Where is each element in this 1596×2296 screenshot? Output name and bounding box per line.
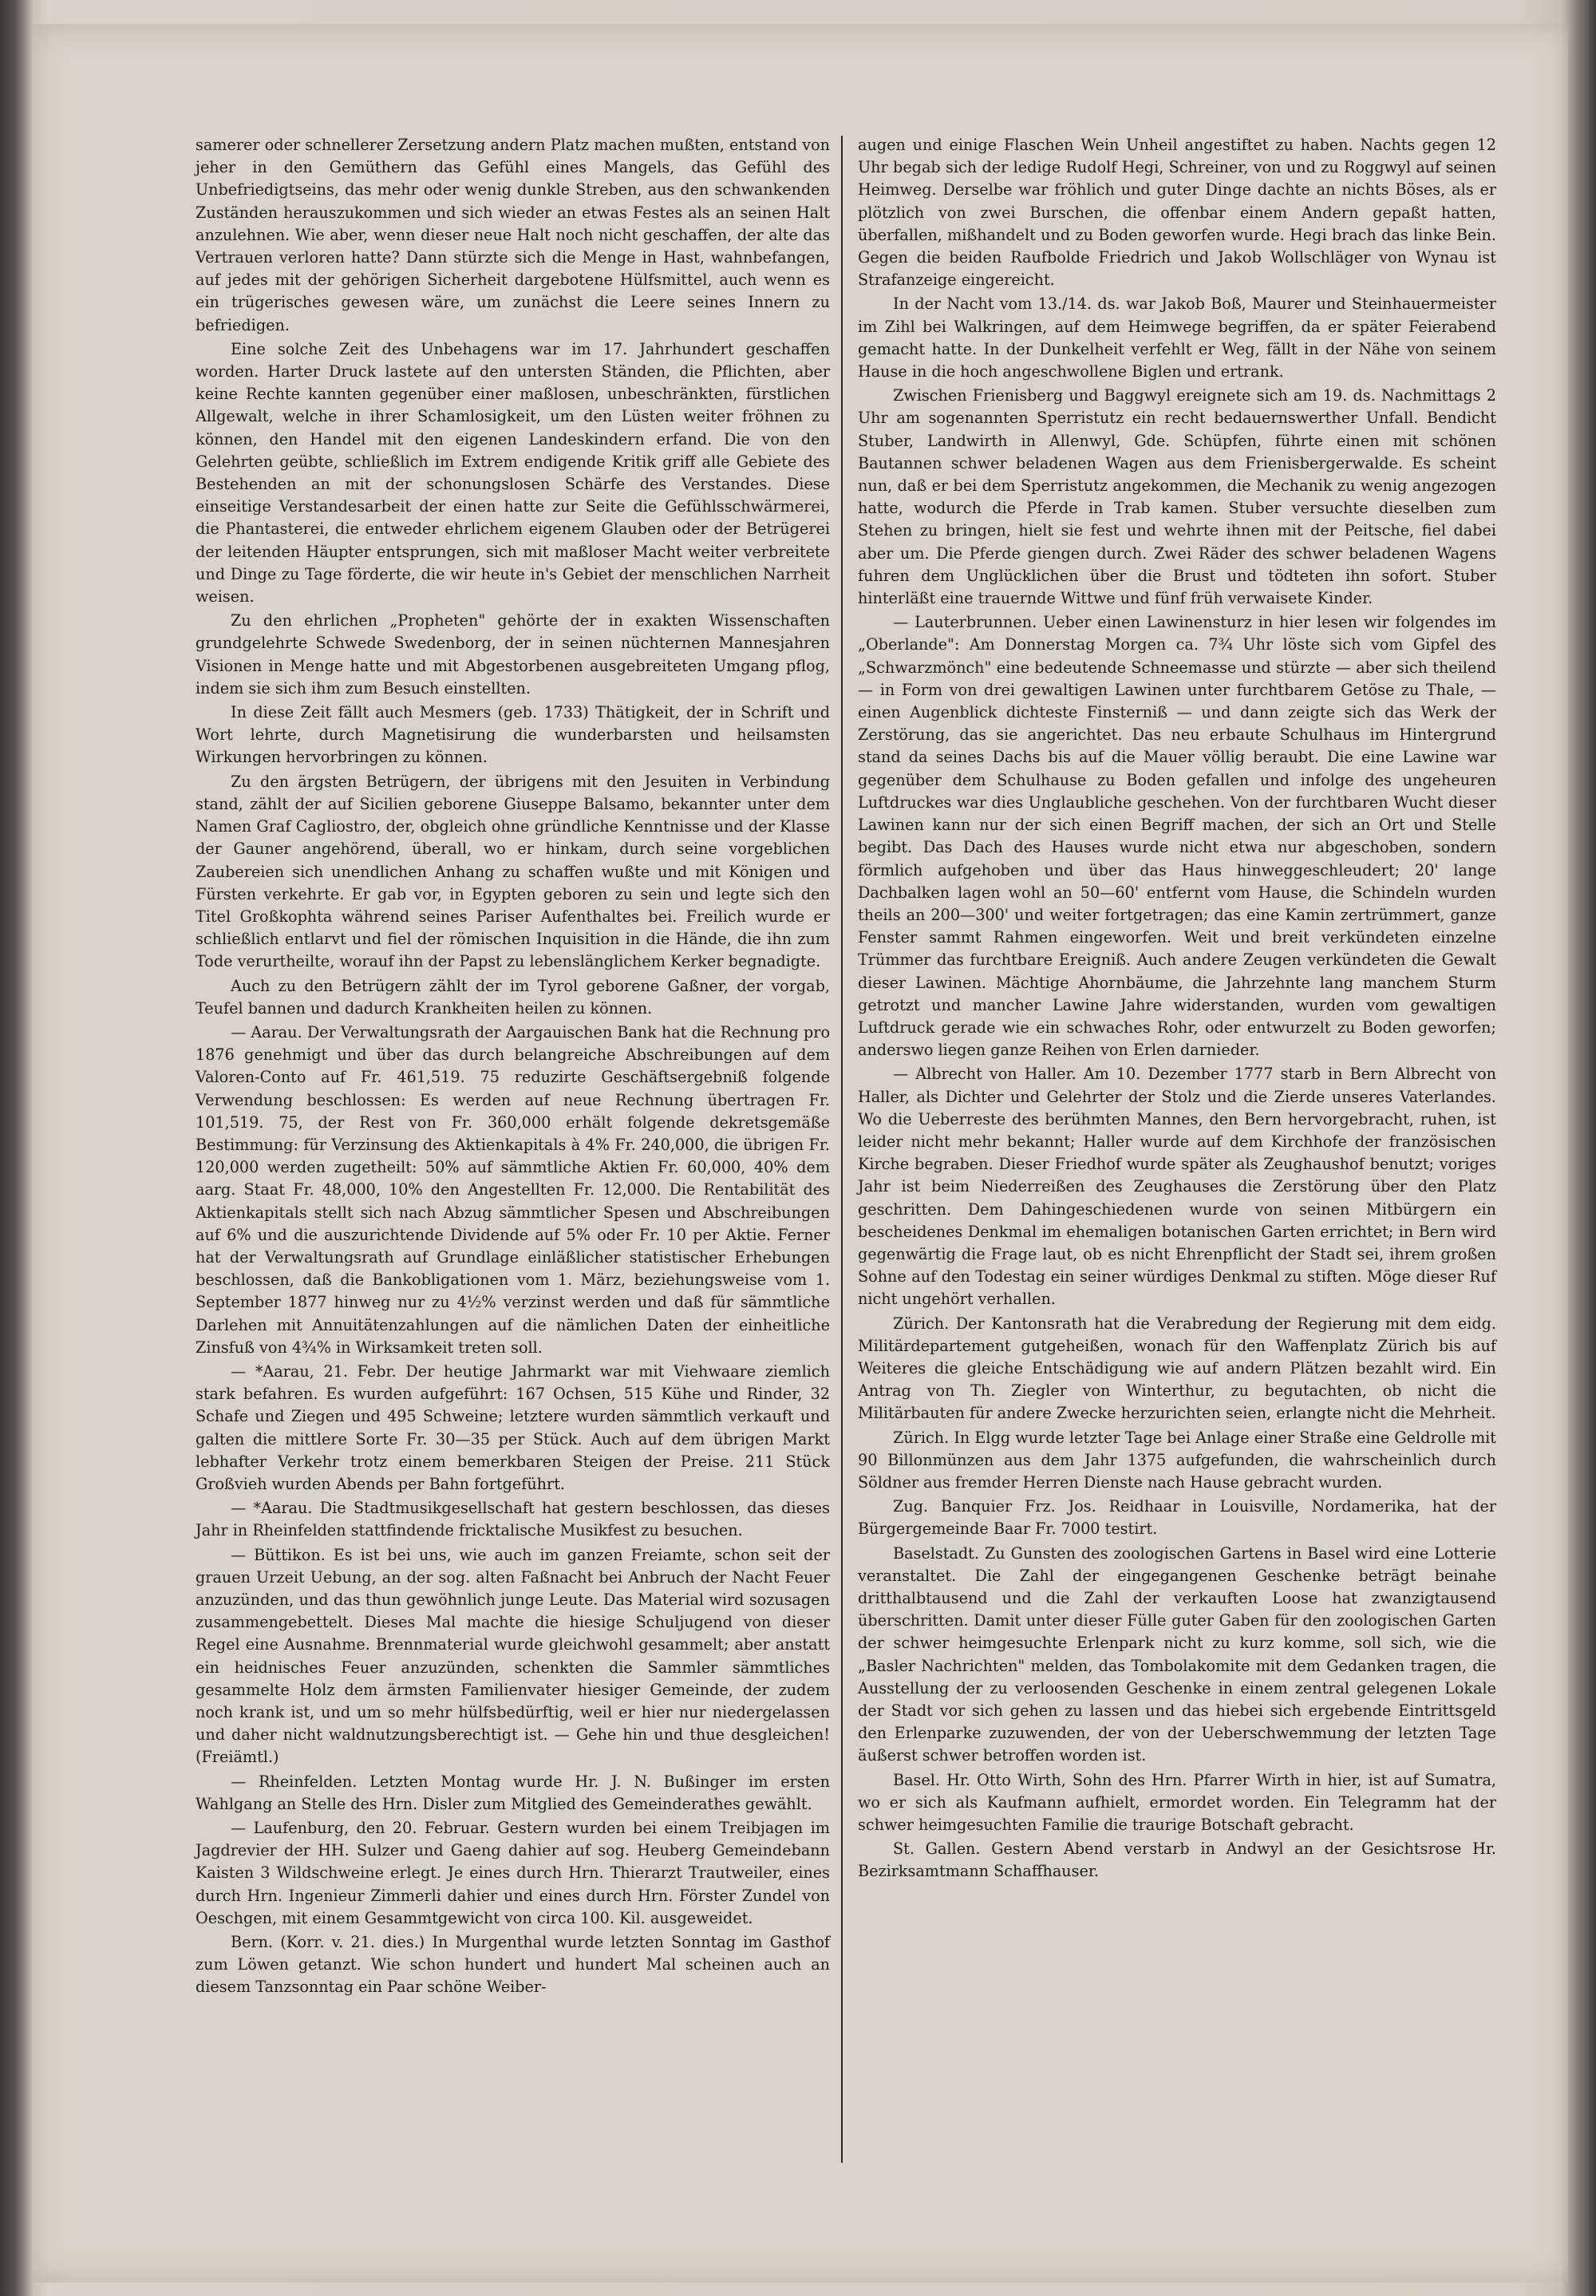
right-column-paragraph: augen und einige Flaschen Wein Unheil angestiftet zu haben. Nachts gegen 12 Uhr begab sich der ledige Rudolf Hegi, Schreiner, von und zu Roggwyl auf seinen Heimweg. Derselbe war fröhlich und guter Dinge dachte an nichts Böses, als er plötzlich von zwei Burschen, die offenbar einem Andern gepaßt hatten, überfallen, mißhandelt und zu Boden geworfen wurde. Hegi brach das linke Bein. Gegen die beiden Raufbolde Friedrich und Jakob Wollschläger von Wynau ist Strafanzeige eingereicht. (858, 136, 1496, 290)
right-column (858, 134, 1496, 1883)
right-column-paragraph: Zürich. In Elgg wurde letzter Tage bei Anlage einer Straße eine Geldrolle mit 90 Billonmünzen aus dem Jahr 1375 aufgefunden, die wahrscheinlich durch Söldner aus fremder Herren Dienste nach Hause gebracht wurden. (858, 1428, 1496, 1492)
left-column-paragraph: — *Aarau, 21. Febr. Der heutige Jahrmarkt war mit Viehwaare ziemlich stark befahren. Es wurden aufgeführt: 167 Ochsen, 515 Kühe und Rinder, 32 Schafe und Ziegen und 495 Schweine; letztere wurden sämmtlich verkauft und galten die mittlere Sorte Fr. 30—35 per Stück. Auch auf dem übrigen Markt lebhafter Verkehr trotz einem bemerkbaren Steigen der Preise. 211 Stück Großvieh wurden Abends per Bahn fortgeführt. (196, 1361, 830, 1493)
column-divider (841, 136, 843, 2163)
left-column-paragraph: — Rheinfelden. Letzten Montag wurde Hr. J. N. Bußinger im ersten Wahlgang an Stelle des Hrn. Disler zum Mitglied des Gemeinderathes gewählt. (196, 1772, 830, 1813)
left-column-paragraph: Eine solche Zeit des Unbehagens war im 17. Jahrhundert geschaffen worden. Harter Druck lastete auf den untersten Ständen, die Pflichten, aber keine Rechte kannten gegenüber einer maßlosen, unbeschränkten, fürstlichen Allgewalt, welche in ihrer Schamlosigkeit, um den Lüsten weiter fröhnen zu können, den Handel mit den eigenen Landeskindern erfand. Die von den Gelehrten geübte, schließlich im Extrem endigende Kritik griff alle Gebiete des Bestehenden an mit der schonungslosen Schärfe des Verstandes. Diese einseitige Verstandesarbeit der einen hatte zur Seite die Gefühlsschwärmerei, die Phantasterei, die entweder ehrlichem eigenem Glauben oder der Betrügerei der leitenden Häupter entsprungen, sich mit maßloser Macht weiter verbreitete und Dinge zu Tage förderte, die wir heute in's Gebiet der menschlichen Narrheit weisen. (196, 339, 830, 607)
left-column (196, 134, 830, 1999)
left-column-paragraph: In diese Zeit fällt auch Mesmers (geb. 1733) Thätigkeit, der in Schrift und Wort lehrte, durch Magnetisirung die wunderbarsten und heilsamsten Wirkungen hervorbringen zu können. (196, 703, 830, 767)
right-column-paragraph: St. Gallen. Gestern Abend verstarb in Andwyl an der Gesichtsrose Hr. Bezirksamtmann Schaffhauser. (858, 1840, 1496, 1881)
right-column-paragraph: Zug. Banquier Frz. Jos. Reidhaar in Louisville, Nordamerika, hat der Bürgergemeinde Baar Fr. 7000 testirt. (858, 1497, 1496, 1539)
left-column-paragraph: Zu den ehrlichen „Propheten" gehörte der in exakten Wissenschaften grundgelehrte Schwede Swedenborg, der in seinen nüchternen Mannesjahren Visionen in Menge hatte und mit Abgestorbenen ausgebreiteten Umgang pflog, indem sie sich ihm zum Besuch einstellten. (196, 611, 830, 697)
left-column-paragraph: — *Aarau. Die Stadtmusikgesellschaft hat gestern beschlossen, das dieses Jahr in Rheinfelden stattfindende fricktalische Musikfest zu besuchen. (196, 1499, 830, 1540)
right-column-paragraph: Baselstadt. Zu Gunsten des zoologischen Gartens in Basel wird eine Lotterie veranstaltet. Die Zahl der eingegangenen Geschenke beträgt beinahe dritthalbtausend und die Zahl der verkauften Loose hat zwanzigtausend überschritten. Damit unter dieser Fülle guter Gaben für den zoologischen Garten der schwer heimgesuchte Erlenpark nicht zu kurz komme, soll sich, wie die „Basler Nachrichten" melden, das Tombolakomite mit dem Gedanken tragen, die Ausstellung der zu verloosenden Geschenke in einem zentral gelegenen Lokale der Stadt vor sich gehen zu lassen und das hiebei sich ergebende Eintrittsgeld den Erlenparke zuzuwenden, der von der Ueberschwemmung der letzten Tage äußerst schwer betroffen worden ist. (858, 1543, 1496, 1765)
right-column-paragraph: — Albrecht von Haller. Am 10. Dezember 1777 starb in Bern Albrecht von Haller, als Dichter und Gelehrter der Stolz und die Zierde unseres Vaterlandes. Wo die Ueberreste des berühmten Mannes, den Bern hervorgebracht, ruhen, ist leider nicht mehr bekannt; Haller wurde auf dem Kirchhofe der französischen Kirche begraben. Dieser Friedhof wurde später als Zeughaushof benutzt; voriges Jahr ist beim Niederreißen des Zeughauses die Zerstörung über den Platz geschritten. Dem Dahingeschiedenen wurde von seinen Mitbürgern ein bescheidenes Denkmal im ehemaligen botanischen Garten errichtet; in Bern wird gegenwärtig die Frage laut, ob es nicht Ehrenpflicht der Stadt sei, ihrem großen Sohne auf den Todestag ein seiner würdiges Denkmal zu stiften. Möge dieser Ruf nicht ungehört verhallen. (858, 1065, 1496, 1309)
page-edge-shadow (1560, 0, 1596, 2296)
right-column-paragraph: Basel. Hr. Otto Wirth, Sohn des Hrn. Pfarrer Wirth in hier, ist auf Sumatra, wo er sich als Kaufmann aufhielt, ermordet worden. Ein Telegramm hat der schwer heimgesuchten Familie die traurige Botschaft gebracht. (858, 1770, 1496, 1835)
right-column-paragraph: — Lauterbrunnen. Ueber einen Lawinensturz in hier lesen wir folgendes im „Oberlande": Am Donnerstag Morgen ca. 7¾ Uhr löste sich vom Gipfel des „Schwarzmönch" eine bedeutende Schneemasse und stürzte — aber sich theilend — in Form von drei gewaltigen Lawinen unter furchtbarem Getöse zu Thale, — einen Augenblick dichteste Finsterniß — und dann zeigte sich das Werk der Zerstörung, das sie angerichtet. Das neu erbaute Schulhaus im Hintergrund stand da seines Dachs bis auf die Mauer völlig beraubt. Die eine Lawine war gegenüber dem Schulhause zu Boden gefallen und infolge des ungeheuren Luftdruckes war dies Unglaubliche geschehen. Von der furchtbaren Wucht dieser Lawinen kann nur der sich einen Begriff machen, der sich an Ort und Stelle begibt. Das Dach des Hauses wurde nicht etwa nur abgeschoben, sondern förmlich aufgehoben und über das Haus hinweggeschleudert; 20' lange Dachbalken lagen wohl an 50—60' entfernt vom Hause, die Schindeln wurden theils an 200—300' und weiter fortgetragen; das eine Kamin zertrümmert, ganze Fenster sammt Rahmen eingeworfen. Weit und breit verkündeten einzelne Trümmer das furchtbare Ereigniß. Auch andere Zeugen verkündeten die Gewalt dieser Lawinen. Mächtige Ahornbäume, die Jahrzehnte lang manchem Sturm getrotzt und mancher Lawine Jahre widerstanden, wurden vom gewaltigen Luftdruck gerade wie ein schwaches Rohr, oder entwurzelt zu Boden geworfen; anderswo liegen ganze Reihen von Erlen darnieder. (858, 613, 1496, 1060)
left-column-paragraph: Bern. (Korr. v. 21. dies.) In Murgenthal wurde letzten Sonntag im Gasthof zum Löwen getanzt. Wie schon hundert und hundert Mal scheinen auch an diesem Tanzsonntag ein Paar schöne Weiber- (196, 1933, 830, 1997)
right-column-paragraph: In der Nacht vom 13./14. ds. war Jakob Boß, Maurer und Steinhauermeister im Zihl bei Walkringen, auf dem Heimwege begriffen, da er später Feierabend gemacht hatte. In der Dunkelheit verfehlt er Weg, fällt in der Nähe von seinem Hause in die hoch angeschwollene Biglen und ertrank. (858, 294, 1496, 381)
left-column-paragraph: Zu den ärgsten Betrügern, der übrigens mit den Jesuiten in Verbindung stand, zählt der auf Sicilien geborene Giuseppe Balsamo, bekannter unter dem Namen Graf Cagliostro, der, obgleich ohne gründliche Kenntnisse und der Klasse der Gauner angehörend, überall, wo er hinkam, durch seine vorgeblichen Zaubereien sich unendlichen Anhang zu schaffen wußte und mit Königen und Fürsten verkehrte. Er gab vor, in Egypten geboren zu sein und legte sich den Titel Großkophta während seines Pariser Aufenthaltes bei. Freilich wurde er schließlich entlarvt und fiel der römischen Inquisition in die Hände, die ihn zum Tode verurtheilte, worauf ihn der Papst zu lebenslänglichem Kerker begnadigte. (196, 772, 830, 971)
left-column-paragraph: samerer oder schnellerer Zersetzung andern Platz machen mußten, entstand von jeher in den Gemüthern das Gefühl eines Mangels, das Gefühl des Unbefriedigtseins, das mehr oder wenig dunkle Streben, aus den schwankenden Zuständen herauszukommen und sich wieder an etwas Festes als an seinen Halt anzulehnen. Wie aber, wenn dieser neue Halt noch nicht geschaffen, der alte das Vertrauen verloren hatte? Dann stürzte sich die Menge in Hast, wahnbefangen, auf jedes mit der gehörigen Sicherheit dargebotene Hülfsmittel, auch wenn es ein trügerisches gewesen wäre, um zunächst die Leere seines Innern zu befriedigen. (196, 136, 830, 334)
left-column-paragraph: — Büttikon. Es ist bei uns, wie auch im ganzen Freiamte, schon seit der grauen Urzeit Uebung, an der sog. alten Faßnacht bei Anbruch der Nacht Feuer anzuzünden, und das thun gewöhnlich junge Leute. Das Material wird sozusagen zusammengebettelt. Dieses Mal machte die hiesige Schuljugend von dieser Regel eine Ausnahme. Brennmaterial wurde gleichwohl gesammelt; aber anstatt ein heidnisches Feuer anzuzünden, schenkten die Sammler sämmtliches gesammelte Holz dem ärmsten Familienvater hiesiger Gemeinde, der zudem noch krank ist, und um so mehr hülfsbedürftig, weil er hier nur niedergelassen und daher nicht waldnutzungsberechtigt ist. — Gehe hin und thue desgleichen! (Freiämtl.) (196, 1545, 830, 1767)
left-column-paragraph: — Aarau. Der Verwaltungsrath der Aargauischen Bank hat die Rechnung pro 1876 genehmigt und über das durch belangreiche Abschreibungen auf dem Valoren-Conto auf Fr. 461,519. 75 reduzirte Geschäftsergebniß folgende Verwendung beschlossen: Es werden auf neue Rechnung übertragen Fr. 101,519. 75, der Rest von Fr. 360,000 erhält folgende dekretsgemäße Bestimmung: für Verzinsung des Aktienkapitals à 4% Fr. 240,000, die übrigen Fr. 120,000 werden zugetheilt: 50% auf sämmtliche Aktien Fr. 60,000, 40% dem aarg. Staat Fr. 48,000, 10% den Angestellten Fr. 12,000. Die Rentabilität des Aktienkapitals stellt sich nach Abzug sämmtlicher Spesen und Abschreibungen auf 6% und die auszurichtende Dividende auf 5% oder Fr. 10 per Aktie. Ferner hat der Verwaltungsrath auf Grundlage einläßlicher statistischer Erhebungen beschlossen, daß die Bankobligationen vom 1. März, beziehungsweise vom 1. September 1877 hinweg nur zu 4½% verzinst werden und daß für sämmtliche Darlehen mit Annuitätenzahlungen auf die nämlichen Daten der einheitliche Zinsfuß von 4¾% in Wirksamkeit treten soll. (196, 1022, 830, 1357)
right-column-paragraph: Zwischen Frienisberg und Baggwyl ereignete sich am 19. ds. Nachmittags 2 Uhr am sogenannten Sperristutz ein recht bedauernswerther Unfall. Bendicht Stuber, Landwirth in Allenwyl, Gde. Schüpfen, führte einen mit schönen Bautannen schwer beladenen Wagen aus dem Frienisbergerwalde. Es scheint nun, daß er bei dem Sperristutz angekommen, die Mechanik zu wenig angezogen hatte, wodurch die Pferde in Trab kamen. Stuber versuchte dieselben zum Stehen zu bringen, hielt sie fest und wehrte ihnen mit der Peitsche, fiel dabei aber um. Die Pferde giengen durch. Zwei Räder des schwer beladenen Wagens fuhren dem Unglücklichen über die Brust und tödteten ihn sofort. Stuber hinterläßt eine trauernde Wittwe und fünf früh verwaisete Kinder. (858, 386, 1496, 608)
newspaper-page (32, 24, 1568, 2282)
left-column-paragraph: — Laufenburg, den 20. Februar. Gestern wurden bei einem Treibjagen im Jagdrevier der HH. Sulzer und Gaeng dahier auf sog. Heuberg Gemeindebann Kaisten 3 Wildschweine erlegt. Je eines durch Hrn. Thierarzt Trautweiler, eines durch Hrn. Ingenieur Zimmerli dahier und eines durch Hrn. Förster Zundel von Oeschgen, mit einem Gesammtgewicht von circa 100. Kil. ausgeweidet. (196, 1819, 830, 1927)
right-column-paragraph: Zürich. Der Kantonsrath hat die Verabredung der Regierung mit dem eidg. Militärdepartement gutgeheißen, wonach für den Waffenplatz Zürich bis auf Weiteres die gleiche Entschädigung wie auf andern Plätzen bezahlt wird. Ein Antrag von Th. Ziegler von Winterthur, zu begutachten, ob nicht die Militärbauten für andere Zwecke herzurichten seien, erlangte nicht die Mehrheit. (858, 1314, 1496, 1423)
left-column-paragraph: Auch zu den Betrügern zählt der im Tyrol geborene Gaßner, der vorgab, Teufel bannen und dadurch Krankheiten heilen zu können. (196, 976, 830, 1018)
